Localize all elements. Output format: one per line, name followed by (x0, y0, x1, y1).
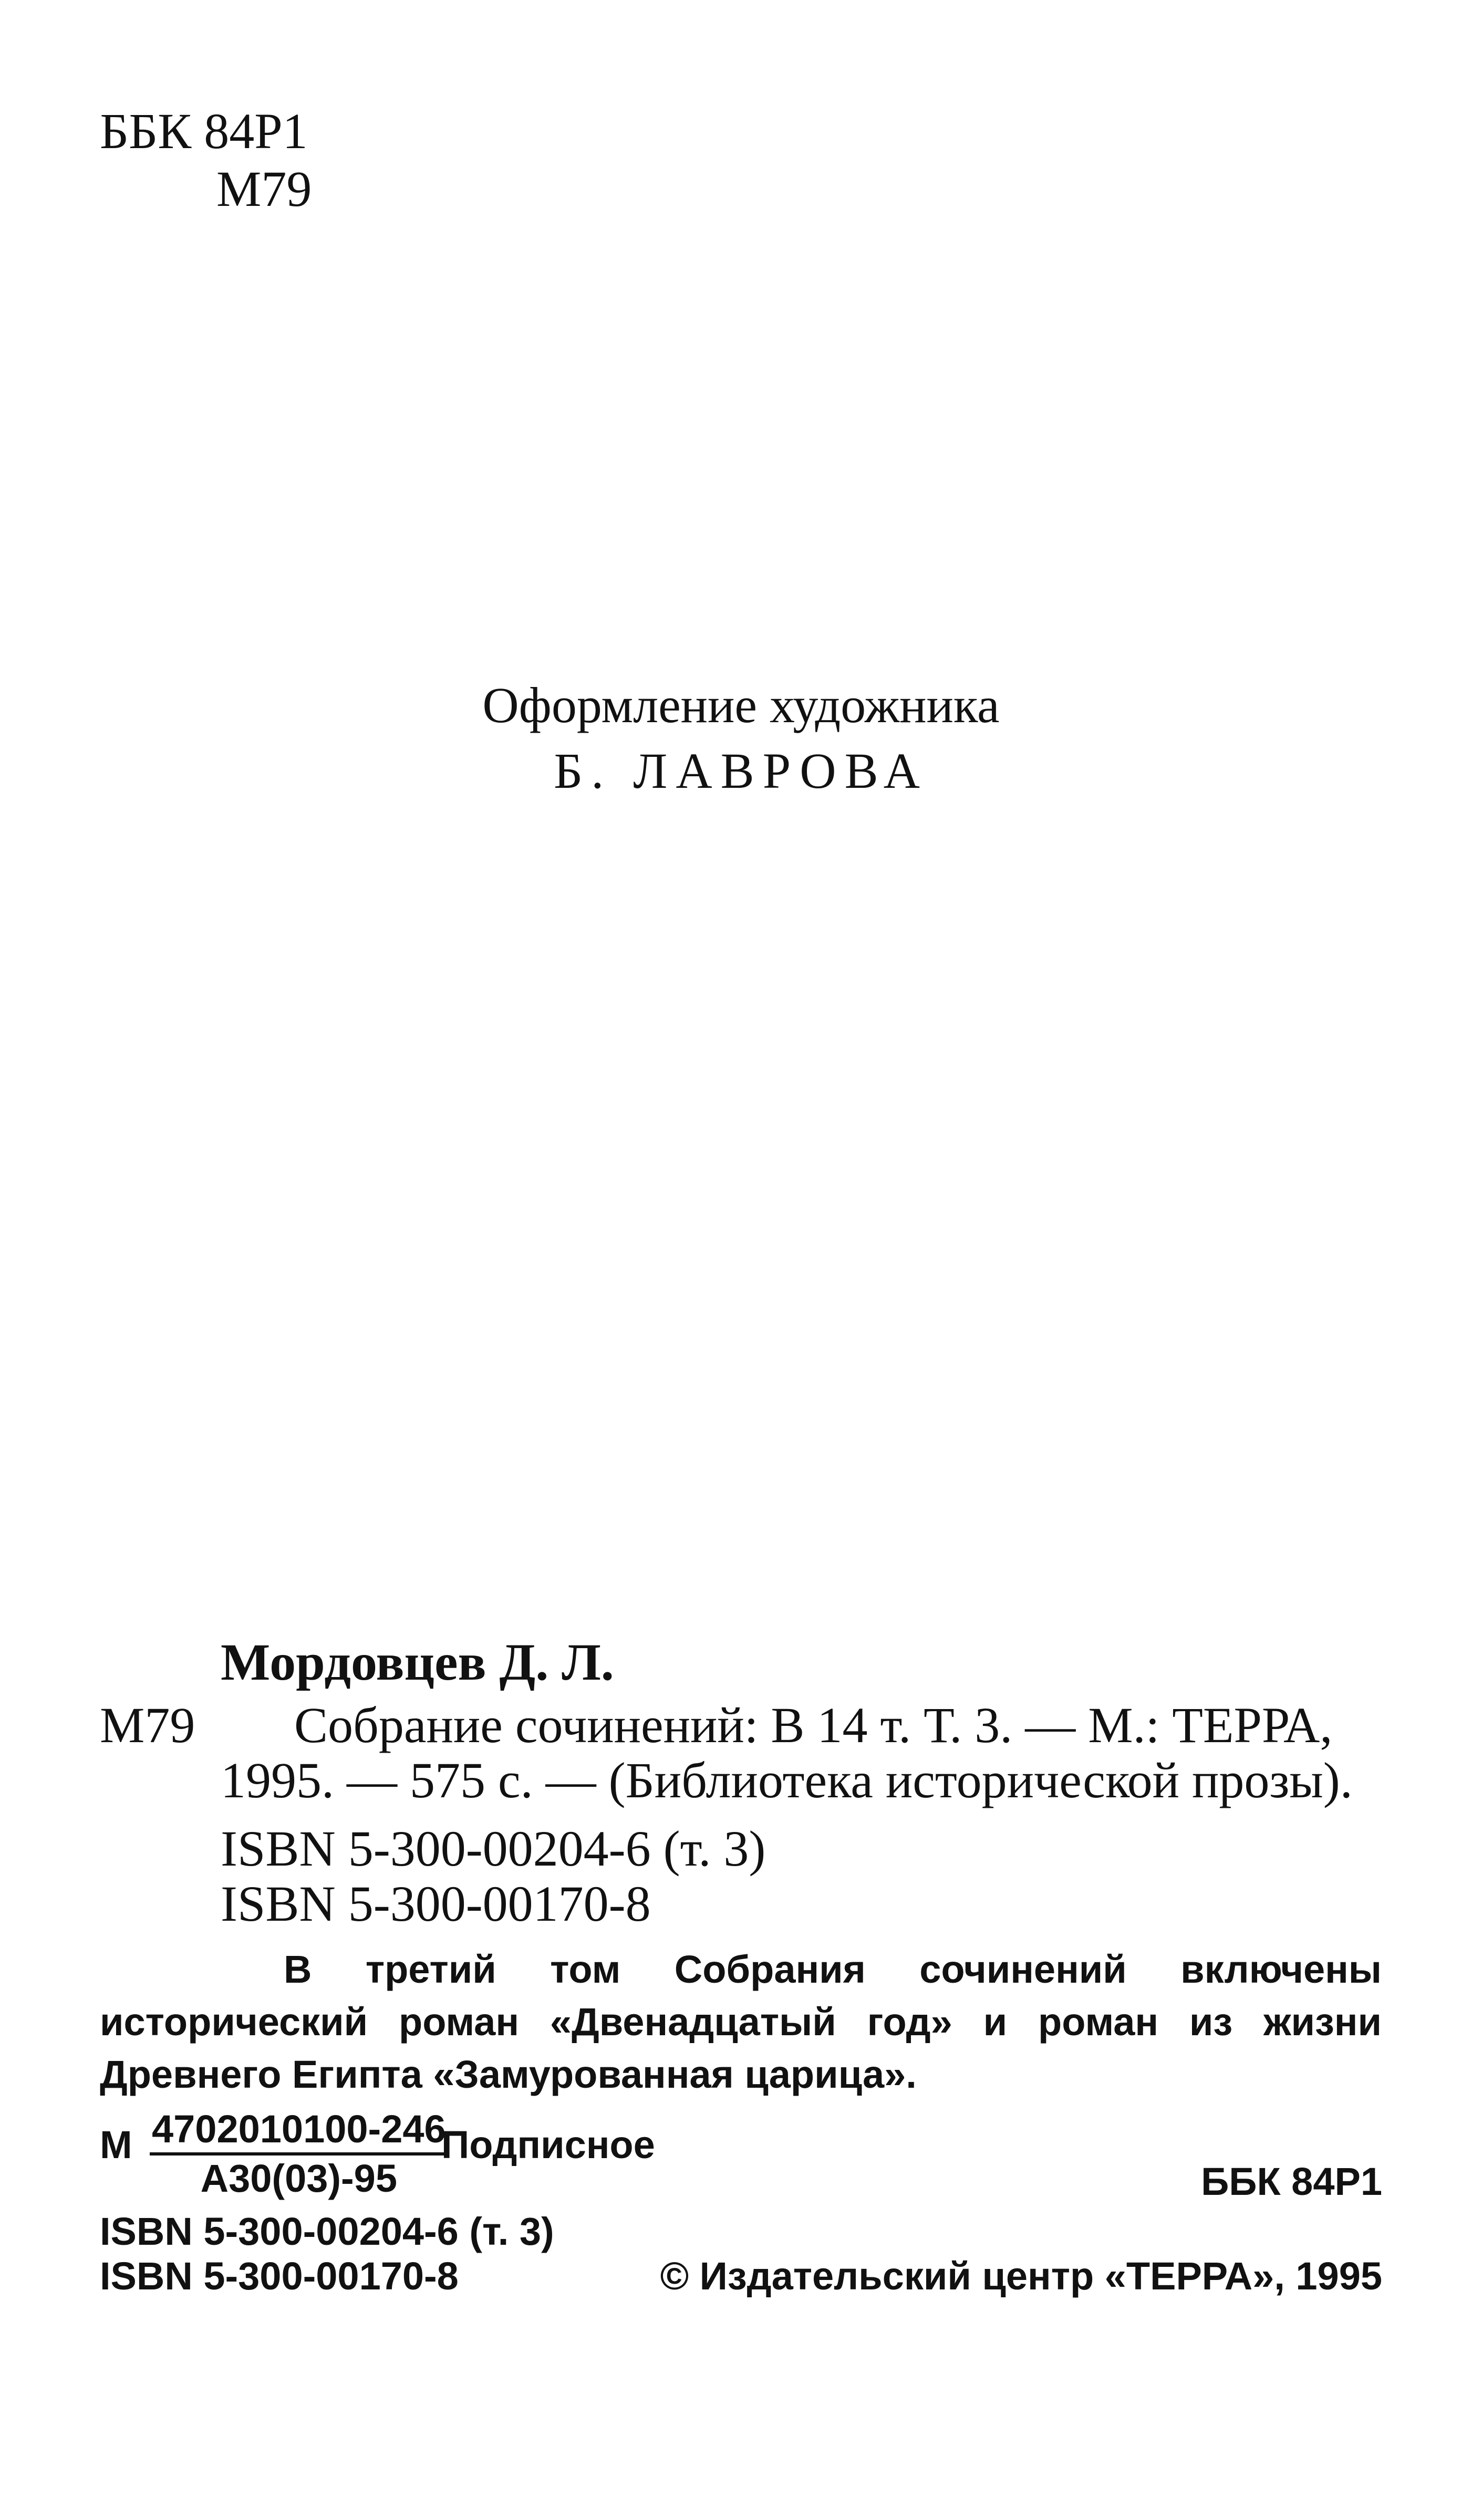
designer-name: Б. ЛАВРОВА (554, 743, 928, 799)
imprint-subscription: Подписное (441, 2123, 655, 2167)
designer-credit (0, 672, 1482, 804)
card-code: М79 (100, 1697, 195, 1753)
imprint-copyright: © Издательский центр «ТЕРРА», 1995 (660, 2254, 1382, 2298)
imprint-m-letter: М (100, 2123, 132, 2167)
designer-caption: Оформление художника (482, 677, 1000, 733)
imprint-numerator: 4702010100-246 (150, 2106, 448, 2155)
imprint-isbn-volume: ISBN 5-300-00204-6 (т. 3) (100, 2210, 554, 2253)
card-isbn-volume: ISBN 5-300-00204-6 (т. 3) (221, 1820, 766, 1877)
card-publication-line: 1995. — 575 с. — (Библиотека исторической прозы). (221, 1752, 1353, 1808)
card-author: Мордовцев Д. Л. (221, 1633, 614, 1691)
imprint-isbn-set: ISBN 5-300-00170-8 (100, 2254, 459, 2298)
imprint-bbk: ББК 84Р1 (1201, 2160, 1382, 2203)
imprint-denominator: А30(03)-95 (200, 2157, 397, 2200)
imprint-code-fraction (150, 2106, 448, 2202)
bbk-index: ББК 84Р1 (100, 103, 308, 159)
card-isbn-set: ISBN 5-300-00170-8 (221, 1876, 651, 1932)
bbk-classification (100, 102, 312, 218)
card-title-line: Собрание сочинений: В 14 т. Т. 3. — М.: ТЕРРА, (294, 1697, 1333, 1753)
author-code: М79 (216, 161, 312, 217)
abstract-paragraph: В третий том Собрания сочинений включены исторический роман «Двенадцатый год» и роман из жизни Древнего Египта «Замурованная царица». (100, 1948, 1382, 2096)
